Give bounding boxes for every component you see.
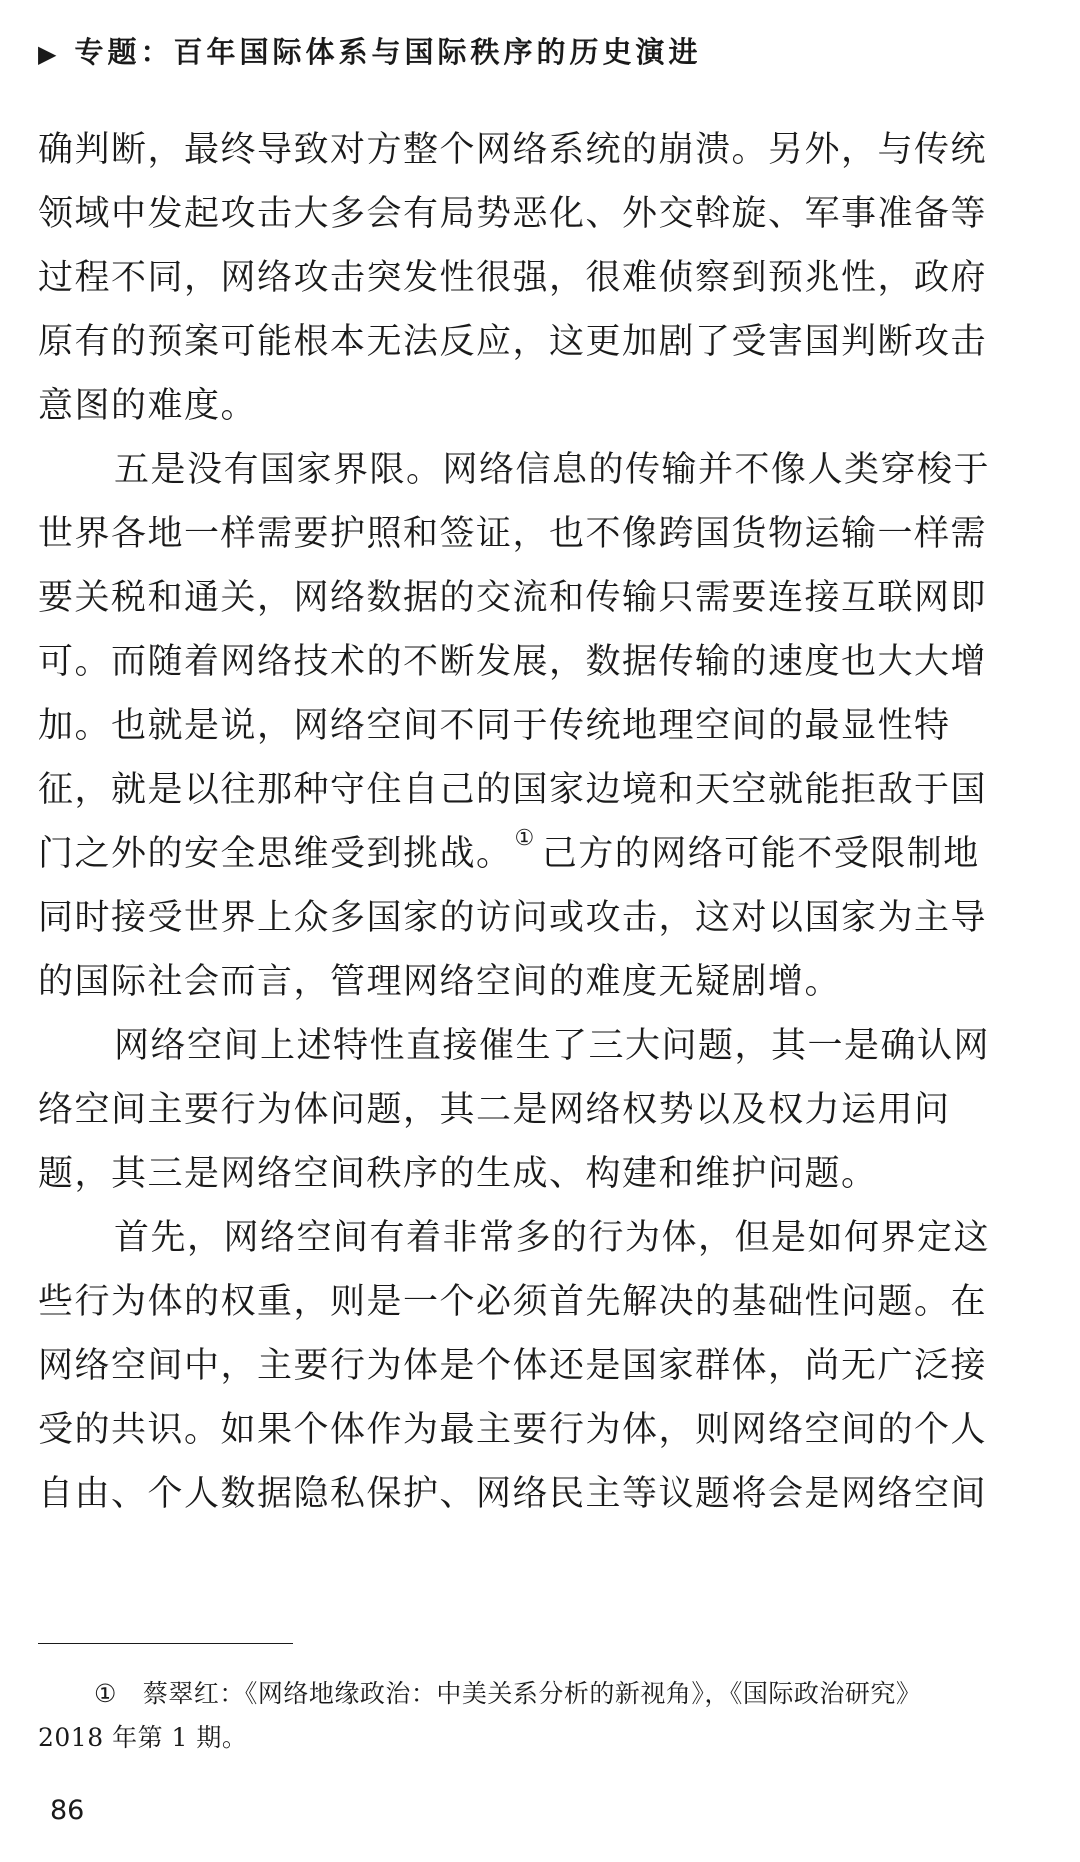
text-line: 五是没有国家界限。网络信息的传输并不像人类穿梭于 <box>114 450 991 490</box>
page-number: 86 <box>50 1795 85 1826</box>
text-line: 确判断，最终导致对方整个网络系统的崩溃。另外，与传统 <box>38 130 988 170</box>
text-line: 网络空间中，主要行为体是个体还是国家群体，尚无广泛接 <box>38 1346 988 1386</box>
text-segment: 己方的网络可能不受限制地 <box>541 834 980 874</box>
body-text <box>38 118 1048 1526</box>
text-line: 可。而随着网络技术的不断发展，数据传输的速度也大大增 <box>38 642 988 682</box>
text-line: 原有的预案可能根本无法反应，这更加剧了受害国判断攻击 <box>38 322 988 362</box>
footnote-line: 2018 年第 1 期。 <box>38 1723 248 1752</box>
text-line: 些行为体的权重，则是一个必须首先解决的基础性问题。在 <box>38 1282 988 1322</box>
footnote-reference[interactable]: ① <box>514 826 536 851</box>
text-segment: 门之外的安全思维受到挑战。 <box>38 834 513 874</box>
text-line: 征，就是以往那种守住自己的国家边境和天空就能拒敌于国 <box>38 770 988 810</box>
footnote-citation: 蔡翠红：《网络地缘政治：中美关系分析的新视角》，《国际政治研究》 <box>142 1679 922 1708</box>
footnote-marker: ① <box>94 1679 117 1708</box>
text-line: 网络空间上述特性直接催生了三大问题，其一是确认网 <box>114 1026 991 1066</box>
text-line: 受的共识。如果个体作为最主要行为体，则网络空间的个人 <box>38 1410 988 1450</box>
text-line: 首先，网络空间有着非常多的行为体，但是如何界定这 <box>114 1218 991 1258</box>
text-line: 加。也就是说，网络空间不同于传统地理空间的最显性特 <box>38 706 951 746</box>
running-header-title: 专题：百年国际体系与国际秩序的历史演进 <box>74 35 702 69</box>
text-line: 领域中发起攻击大多会有局势恶化、外交斡旋、军事准备等 <box>38 194 988 234</box>
text-line: 世界各地一样需要护照和签证，也不像跨国货物运输一样需 <box>38 514 988 554</box>
text-line: 的国际社会而言，管理网络空间的难度无疑剧增。 <box>38 962 842 1002</box>
text-line: 络空间主要行为体问题，其二是网络权势以及权力运用问 <box>38 1090 951 1130</box>
footnote-divider <box>38 1643 293 1644</box>
text-line-with-note <box>38 822 1048 886</box>
running-header <box>38 30 701 71</box>
text-line: 自由、个人数据隐私保护、网络民主等议题将会是网络空间 <box>38 1474 988 1514</box>
text-line: 意图的难度。 <box>38 386 258 426</box>
text-line: 同时接受世界上众多国家的访问或攻击，这对以国家为主导 <box>38 898 988 938</box>
footnote-line <box>38 1672 1048 1716</box>
text-line: 要关税和通关，网络数据的交流和传输只需要连接互联网即 <box>38 578 988 618</box>
footnote <box>38 1672 1048 1760</box>
text-line: 过程不同，网络攻击突发性很强，很难侦察到预兆性，政府 <box>38 258 988 298</box>
text-line: 题，其三是网络空间秩序的生成、构建和维护问题。 <box>38 1154 878 1194</box>
triangle-marker-icon: ▶ <box>38 40 57 68</box>
